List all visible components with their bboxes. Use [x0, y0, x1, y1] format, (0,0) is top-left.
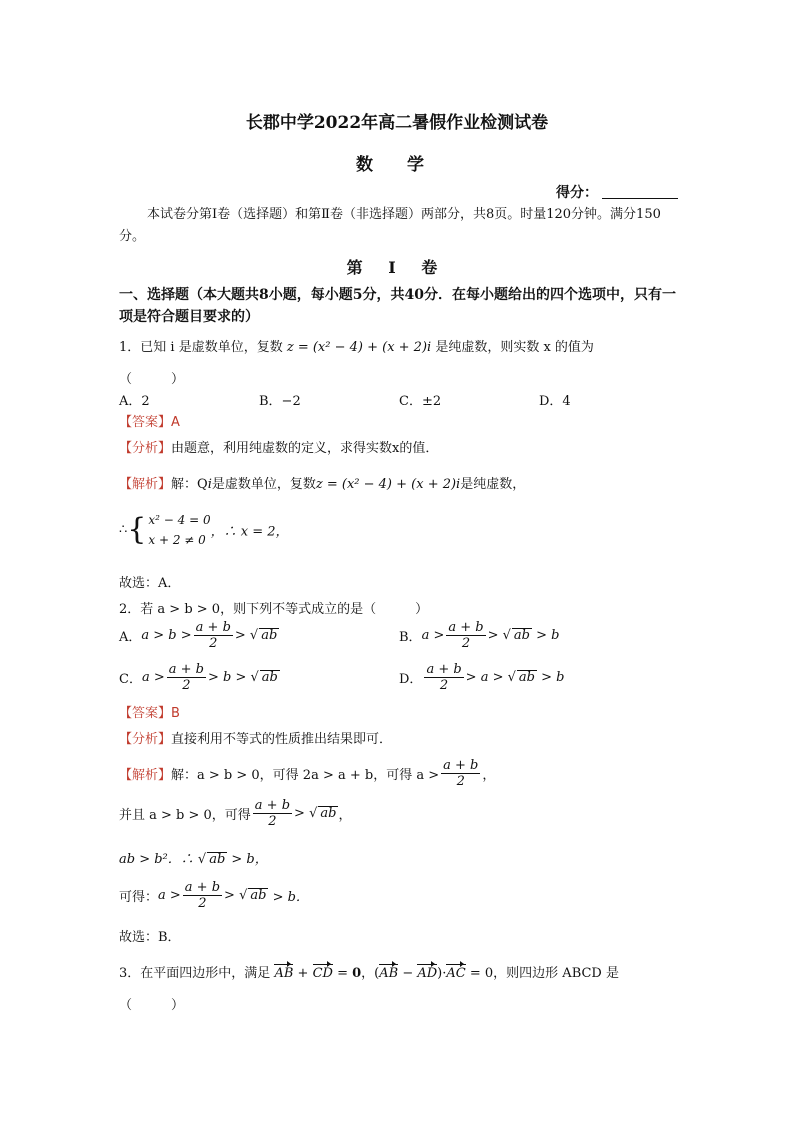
section-heading: 一、选择题（本大题共8小题，每小题5分，共40分．在每小题给出的四个选项中，只有一项是符合题目要求的）	[119, 287, 676, 325]
q1-choose: 故选：A．	[119, 576, 181, 591]
q1-analysis	[119, 437, 438, 456]
q2-solution-1: 解：a > b > 0，可得 2a > a + b，可得 a >	[171, 768, 440, 783]
exam-intro: 本试卷分第Ⅰ卷（选择题）和第Ⅱ卷（非选择题）两部分，共8页。时量120分钟。满分150分。	[119, 207, 661, 244]
q3-stem: 3．在平面四边形中，满足 AB + CD = 0，(AB − AD)·AC = 0，则四边形 ABCD 是	[119, 966, 619, 981]
q1-solution-c: 是纯虚数，	[460, 477, 526, 492]
answer-label: 【答案】	[119, 706, 172, 721]
q1-option-b: B．−2	[259, 394, 301, 409]
q2-solution-line3: ab > b²．∴ √ ab > b，	[119, 852, 268, 867]
q2-option-d-label: D．	[399, 672, 423, 687]
q1-answer	[119, 411, 180, 430]
volume-title: 第 Ⅰ 卷	[346, 258, 448, 277]
solution-label: 【解析】	[119, 768, 172, 783]
q1-result: ，∴ x = 2，	[210, 524, 289, 540]
q2-answer-value: B	[171, 706, 180, 721]
analysis-label: 【分析】	[119, 441, 172, 456]
q1-formula: z = (x² − 4) + (x + 2)i	[286, 340, 432, 355]
q2-solution-line1: 【解析】解：a > b > 0，可得 2a > a + b，可得 a > $\frac{a + b}{2}$ ，	[119, 758, 496, 789]
score-field	[556, 182, 678, 202]
q1-solution-a: 解：Q	[171, 477, 208, 492]
q1-system-eq1: x² − 4 = 0	[148, 513, 211, 527]
q1-text-a: 已知 i 是虚数单位，复数	[140, 340, 287, 355]
score-label: 得分：	[556, 185, 598, 201]
q1-system: ∴{ x² − 4 = 0 x + 2 ≠ 0 ，∴ x = 2，	[119, 510, 289, 550]
q2-solution-line4: 可得：a > $\frac{a + b}{2}$ > √ ab > b．	[119, 880, 309, 911]
analysis-label: 【分析】	[119, 732, 172, 747]
q3-text-b: ，则四边形 ABCD 是	[493, 966, 619, 981]
q1-solution: 【解析】解：Qi是虚数单位，复数z = (x² − 4) + (x + 2)i是纯虚数，	[119, 477, 526, 492]
score-blank	[602, 184, 678, 199]
q1-analysis-text: 由题意，利用纯虚数的定义，求得实数x的值．	[171, 441, 439, 456]
q2-option-c-label: C．	[119, 672, 142, 687]
solution-label: 【解析】	[119, 477, 172, 492]
answer-label: 【答案】	[119, 415, 172, 430]
q1-option-c: C．±2	[399, 394, 442, 409]
q3-text-a: 在平面四边形中，满足	[140, 966, 271, 981]
q2-option-a: A．a > b > $\frac{a + b}{2}$ > √ ab	[119, 620, 278, 651]
q1-option-a: A．2	[119, 394, 150, 409]
q2-option-b-label: B．	[399, 630, 422, 645]
q1-solution-b: 是虚数单位，复数	[211, 477, 316, 492]
q1-text-b: 是纯虚数，则实数 x 的值为	[431, 340, 594, 355]
q2-solution-3: ab > b²．∴	[119, 852, 194, 867]
q2-option-d: D． $\frac{a + b}{2}$ > a > √ ab > b	[399, 662, 565, 693]
q2-analysis-text: 直接利用不等式的性质推出结果即可．	[171, 732, 393, 747]
q2-choose: 故选：B．	[119, 930, 181, 945]
q1-option-d: D．4	[539, 394, 571, 409]
exam-title: 长郡中学2022年高二暑假作业检测试卷	[245, 113, 549, 133]
q2-number: 2．	[119, 602, 141, 617]
q2-text: 若 a > b > 0，则下列不等式成立的是（ ）	[140, 602, 429, 617]
q1-number: 1．	[119, 340, 141, 355]
q3-number: 3．	[119, 966, 141, 981]
q2-option-b: B．a > $\frac{a + b}{2}$ > √ ab > b	[399, 620, 560, 651]
q2-solution-4: 可得：	[119, 890, 159, 905]
q2-answer	[119, 702, 180, 721]
q1-paren: （ ）	[119, 372, 185, 387]
q2-option-a-label: A．	[119, 630, 142, 645]
q1-solution-formula: z = (x² − 4) + (x + 2)i	[315, 477, 461, 492]
exam-subject: 数 学	[356, 155, 438, 175]
q3-paren: （ ）	[119, 998, 185, 1013]
q2-analysis	[119, 728, 392, 747]
q2-solution-2: 并且 a > b > 0，可得	[119, 808, 251, 823]
q2-option-c: C．a > $\frac{a + b}{2}$ > b > √ ab	[119, 662, 278, 693]
q2-solution-line2: 并且 a > b > 0，可得 $\frac{a + b}{2}$ > √ ab ，	[119, 798, 352, 829]
q1-system-eq2: x + 2 ≠ 0	[148, 533, 206, 547]
q1-answer-value: A	[171, 415, 180, 430]
q2-stem	[119, 598, 428, 617]
q1-stem	[119, 336, 594, 355]
